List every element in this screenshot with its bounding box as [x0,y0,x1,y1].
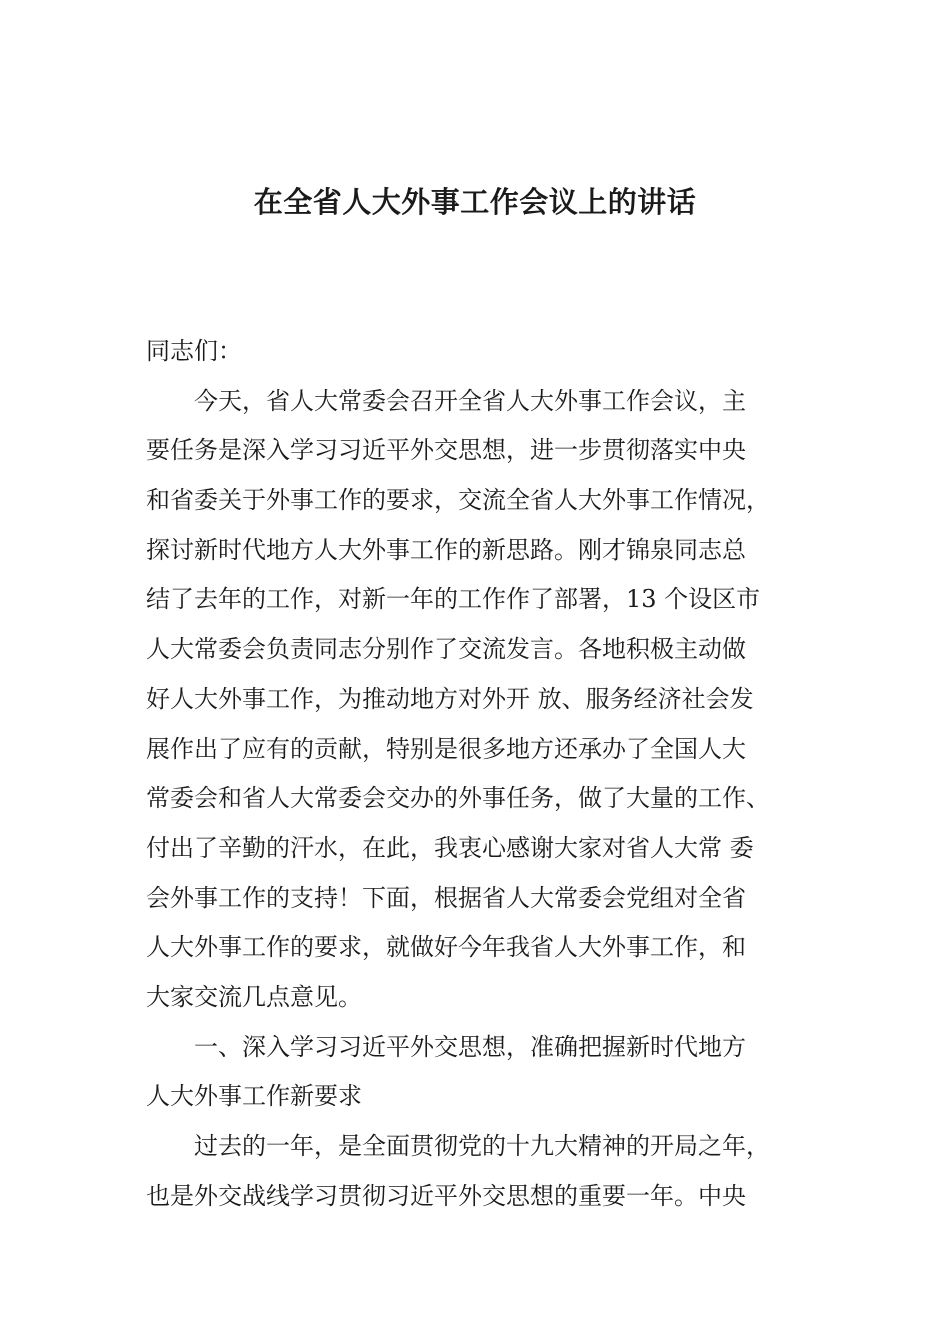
body-line: 和省委关于外事工作的要求，交流全省人大外事工作情况， [146,486,770,515]
body-line: 探讨新时代地方人大外事工作的新思路。刚才锦泉同志总 [146,535,746,564]
body-line: 常委会和省人大常委会交办的外事任务，做了大量的工作、 [146,784,770,813]
body-line: 好人大外事工作，为推动地方对外开 放、服务经济社会发 [146,684,754,713]
body-line: 人大外事工作的要求，就做好今年我省人大外事工作，和 [146,933,746,962]
body-line: 结了去年的工作，对新一年的工作作了部署，13 个设区市 [146,585,761,614]
body-line: 展作出了应有的贡献，特别是很多地方还承办了全国人大 [146,734,746,763]
body-line: 人大常委会负责同志分别作了交流发言。各地积极主动做 [146,635,746,664]
body-line: 会外事工作的支持！下面，根据省人大常委会党组对全省 [146,883,746,912]
body-line: 同志们： [146,337,242,365]
body-line: 一、深入学习习近平外交思想，准确把握新时代地方 [194,1032,746,1061]
body-line: 要任务是深入学习习近平外交思想，进一步贯彻落实中央 [146,436,746,465]
document-body [146,327,806,1221]
body-line: 付出了辛勤的汗水，在此，我衷心感谢大家对省人大常 委 [146,833,754,862]
body-line: 人大外事工作新要求 [146,1082,362,1111]
body-line: 大家交流几点意见。 [146,982,362,1011]
body-line: 过去的一年，是全面贯彻党的十九大精神的开局之年， [194,1132,770,1160]
document-title: 在全省人大外事工作会议上的讲话 [253,185,697,219]
body-line: 今天，省人大常委会召开全省人大外事工作会议，主 [194,386,746,415]
body-line: 也是外交战线学习贯彻习近平外交思想的重要一年。中央 [146,1181,746,1210]
